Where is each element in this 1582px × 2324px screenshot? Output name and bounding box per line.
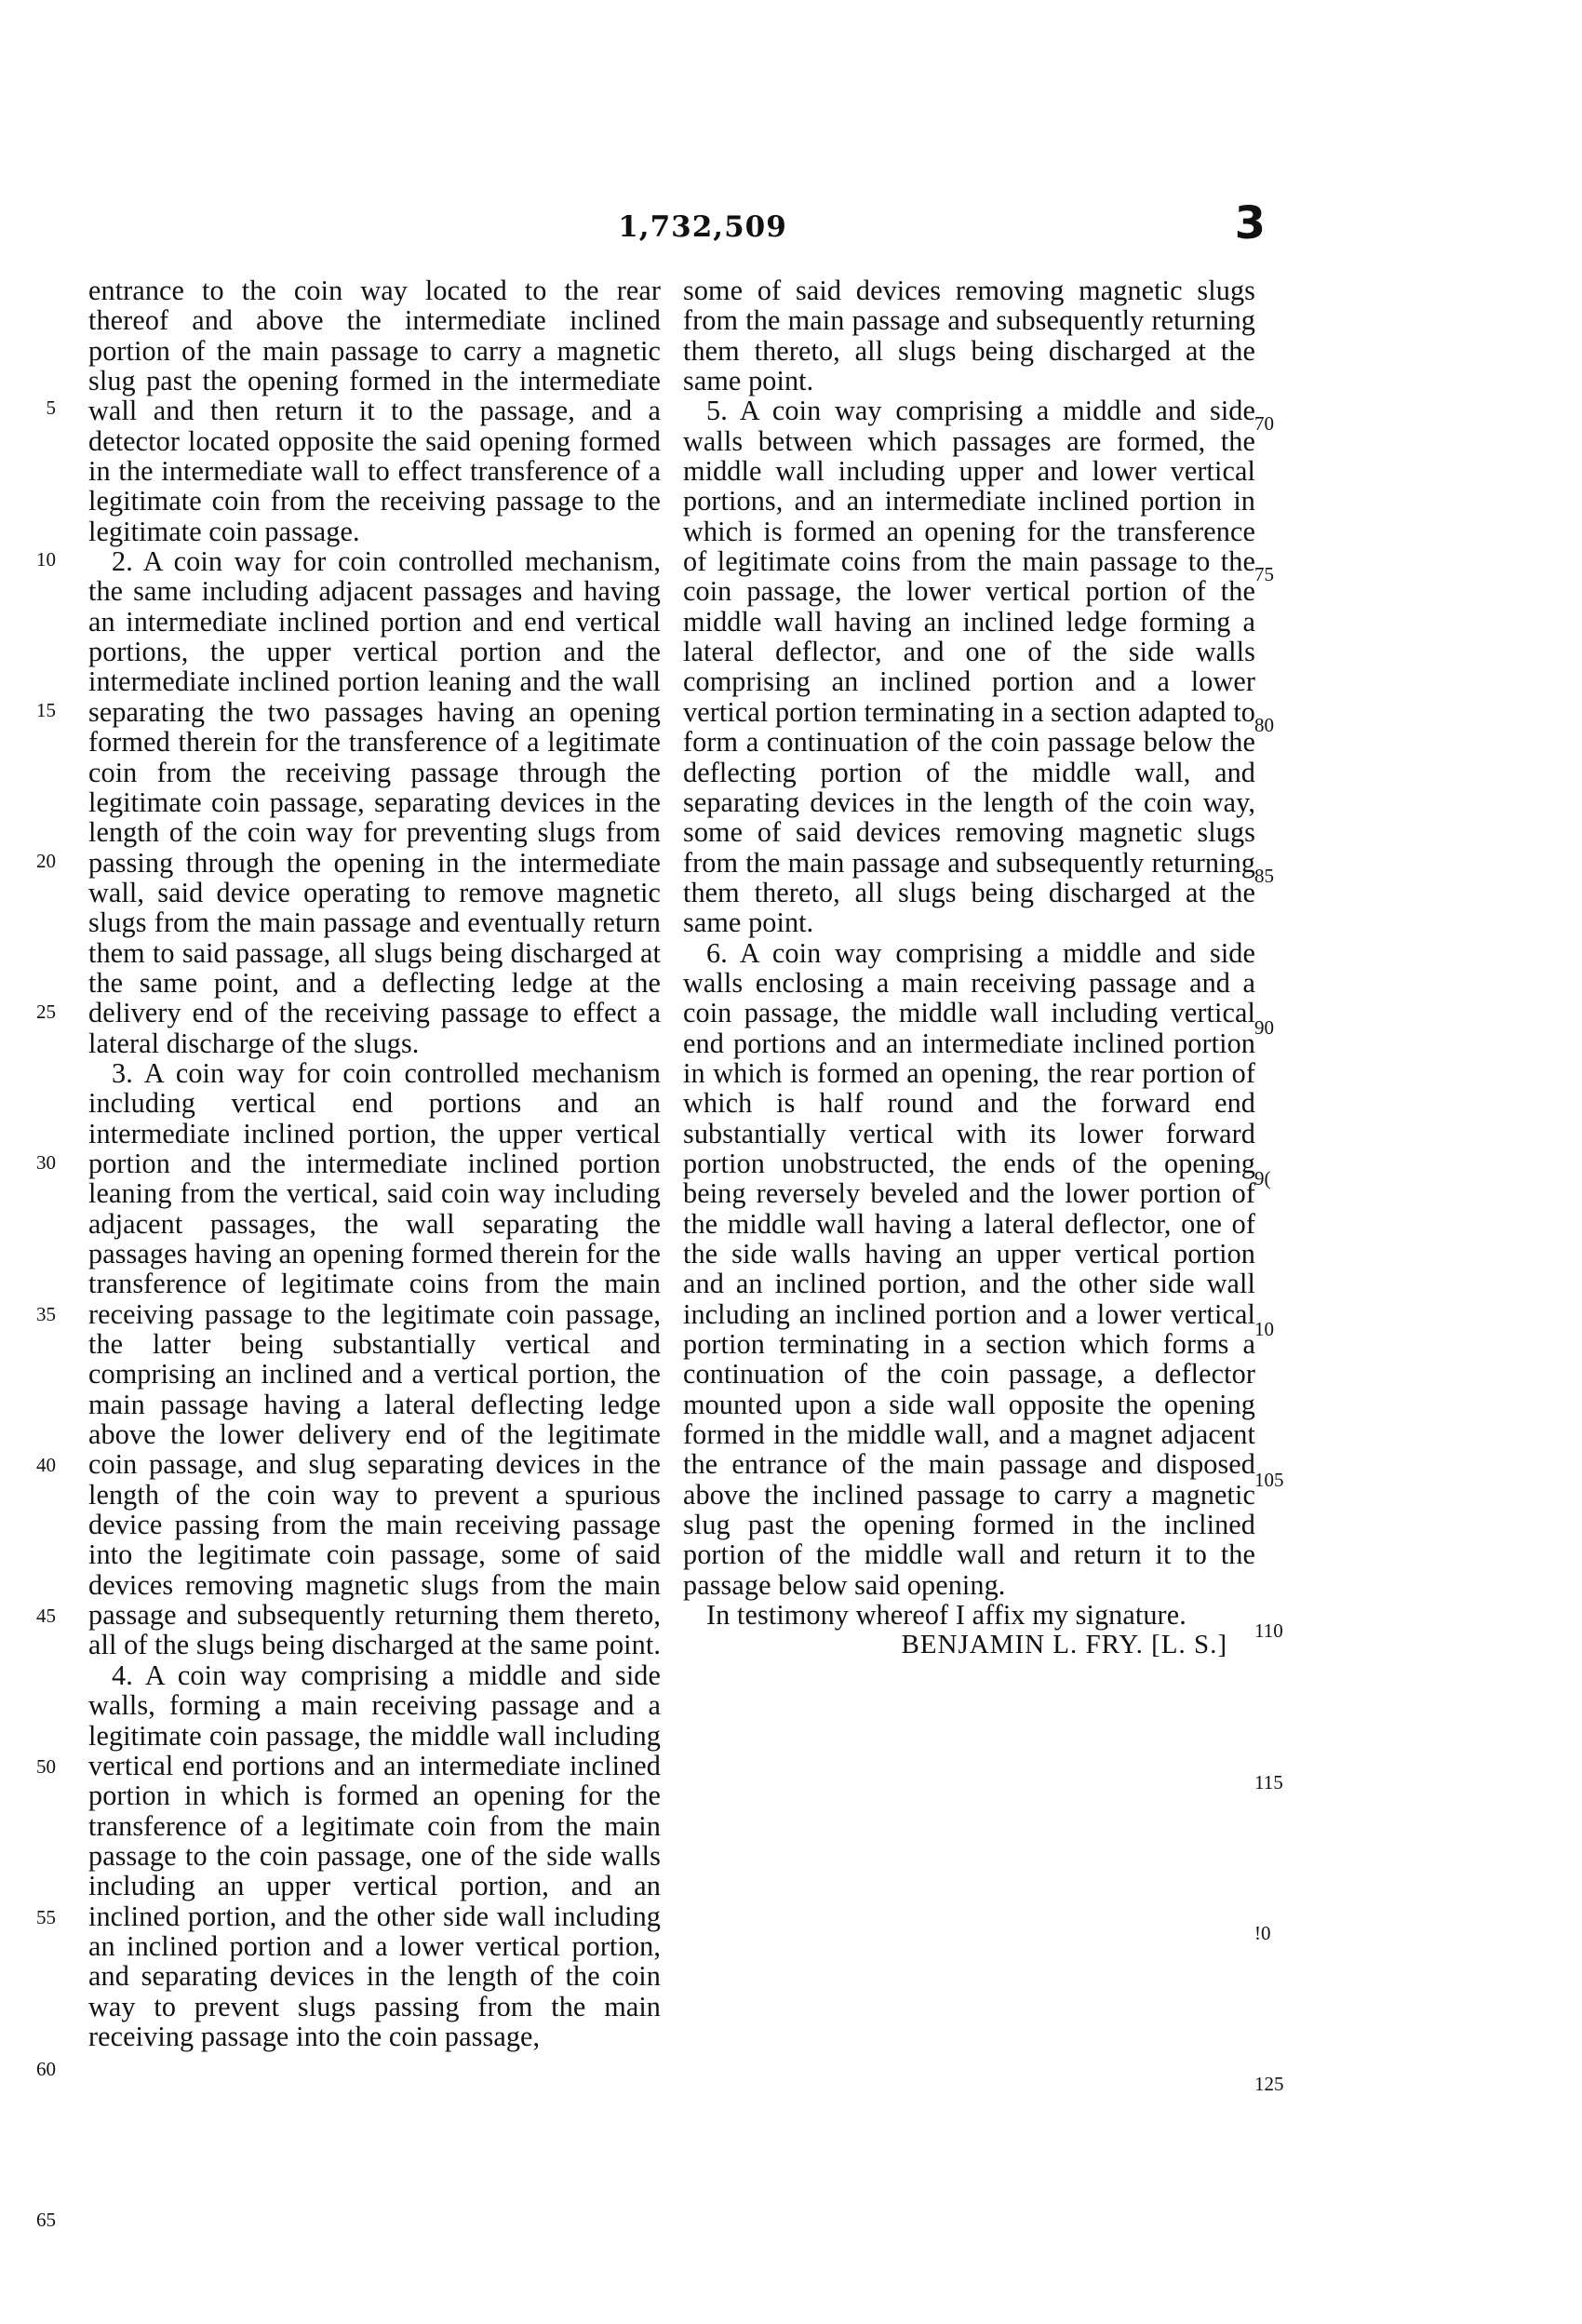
- line-number: 9(: [1254, 1167, 1271, 1189]
- line-number: 85: [1254, 865, 1274, 887]
- claim-4-continuation: some of said devices removing magnetic slugs from the main passage and subsequently returning them thereto, all slugs being discharged at the same point.: [683, 275, 1255, 397]
- line-number: 10: [1254, 1318, 1274, 1340]
- inventor-signature: BENJAMIN L. FRY. [L. S.]: [901, 1630, 1227, 1660]
- left-text-column: [88, 275, 661, 2211]
- line-number: 115: [1254, 1771, 1283, 1793]
- line-number: 105: [1254, 1469, 1284, 1491]
- line-number: !0: [1254, 1922, 1271, 1944]
- page-number: 3: [1234, 197, 1266, 249]
- line-number: 25: [36, 1001, 56, 1023]
- line-number: 90: [1254, 1016, 1274, 1039]
- line-number: 10: [36, 548, 56, 571]
- claim-2: 2. A coin way for coin controlled mechanism, the same including adjacent passages and having an intermediate inclined portion and end vertical portions, the upper vertical portion and the intermediate inclined portion leaning and the wall separating the two passages having an opening formed therein for the transference of a legitimate coin from the receiving passage through the legitimate coin passage, separating devices in the length of the coin way for preventing slugs from passing through the opening in the intermediate wall, said device operating to remove magnetic slugs from the main passage and eventually return them to said passage, all slugs being discharged at the same point, and a deflecting ledge at the delivery end of the receiving passage to effect a lateral discharge of the slugs.: [88, 545, 661, 1059]
- line-number: 40: [36, 1454, 56, 1476]
- line-number: 15: [36, 699, 56, 721]
- line-number: 75: [1254, 563, 1274, 585]
- claim-3: 3. A coin way for coin controlled mechanism including vertical end portions and an intermediate inclined portion, the upper vertical portion and the intermediate inclined portion leaning from the vertical, said coin way including adjacent passages, the wall separating the passages having an opening formed therein for the transference of legitimate coins from the main receiving passage to the legitimate coin passage, the latter being substantially vertical and comprising an inclined and a vertical portion, the main passage having a lateral deflecting ledge above the lower delivery end of the legitimate coin passage, and slug separating devices in the length of the coin way to prevent a spurious device passing from the main receiving passage into the legitimate coin passage, some of said devices removing magnetic slugs from the main passage and subsequently returning them thereto, all of the slugs being discharged at the same point.: [88, 1056, 661, 1661]
- line-number: 20: [36, 850, 56, 872]
- claim-5: 5. A coin way comprising a middle and side walls between which passages are formed, the middle wall including upper and lower vertical portions, and an intermediate inclined portion in which is formed an opening for the transference of legitimate coins from the main passage to the coin passage, the lower vertical portion of the middle wall having an inclined ledge forming a lateral deflector, and one of the side walls comprising an inclined portion and a lower vertical portion terminating in a section adapted to form a continuation of the coin passage below the deflecting portion of the middle wall, and separating devices in the length of the coin way, some of said devices removing magnetic slugs from the main passage and subsequently returning them thereto, all slugs being discharged at the same point.: [683, 395, 1255, 939]
- patent-number: 1,732,509: [618, 210, 787, 244]
- testimony-statement: In testimony whereof I affix my signature.: [706, 1599, 1186, 1632]
- claim-6: 6. A coin way comprising a middle and side walls enclosing a main receiving passage and a coin passage, the middle wall including vertical end portions and an intermediate inclined portion in which is formed an opening, the rear portion of which is half round and the forward end substantially vertical with its lower forward portion unobstructed, the ends of the opening being reversely beveled and the lower portion of the middle wall having a lateral deflector, one of the side walls having an upper vertical portion and an inclined portion, and the other side wall including an inclined portion and a lower vertical portion terminating in a section which forms a continuation of the coin passage, a deflector mounted upon a side wall opposite the opening formed in the middle wall, and a magnet adjacent the entrance of the main passage and disposed above the inclined passage to carry a magnetic slug past the opening formed in the inclined portion of the middle wall and return it to the passage below said opening.: [683, 936, 1255, 1601]
- line-number: 35: [36, 1303, 56, 1325]
- line-number: 110: [1254, 1619, 1283, 1642]
- line-number: 80: [1254, 714, 1274, 736]
- line-number: 45: [36, 1605, 56, 1627]
- claim-1-continuation: entrance to the coin way located to the rear thereof and above the intermediate inclined portion of the main passage to carry a magnetic slug past the opening formed in the intermediate wall and then return it to the passage, and a detector located opposite the said opening formed in the intermediate wall to effect transference of a legitimate coin from the receiving passage to the legitimate coin passage.: [88, 275, 661, 547]
- line-number: 55: [36, 1906, 56, 1928]
- line-number: 50: [36, 1755, 56, 1778]
- claim-4: 4. A coin way comprising a middle and side walls, forming a main receiving passage and a legitimate coin passage, the middle wall including vertical end portions and an intermediate inclined portion in which is formed an opening for the transference of a legitimate coin from the main passage to the coin passage, one of the side walls including an upper vertical portion, and an inclined portion, and the other side wall including an inclined portion and a lower vertical portion, and separating devices in the length of the coin way to prevent slugs passing from the main receiving passage into the coin passage,: [88, 1659, 661, 2052]
- line-number: 60: [36, 2058, 56, 2080]
- line-number: 125: [1254, 2073, 1284, 2095]
- line-number: 70: [1254, 412, 1274, 435]
- line-number: 5: [46, 396, 56, 419]
- right-text-column: [683, 275, 1255, 1755]
- line-number: 30: [36, 1151, 56, 1174]
- line-number: 65: [36, 2209, 56, 2231]
